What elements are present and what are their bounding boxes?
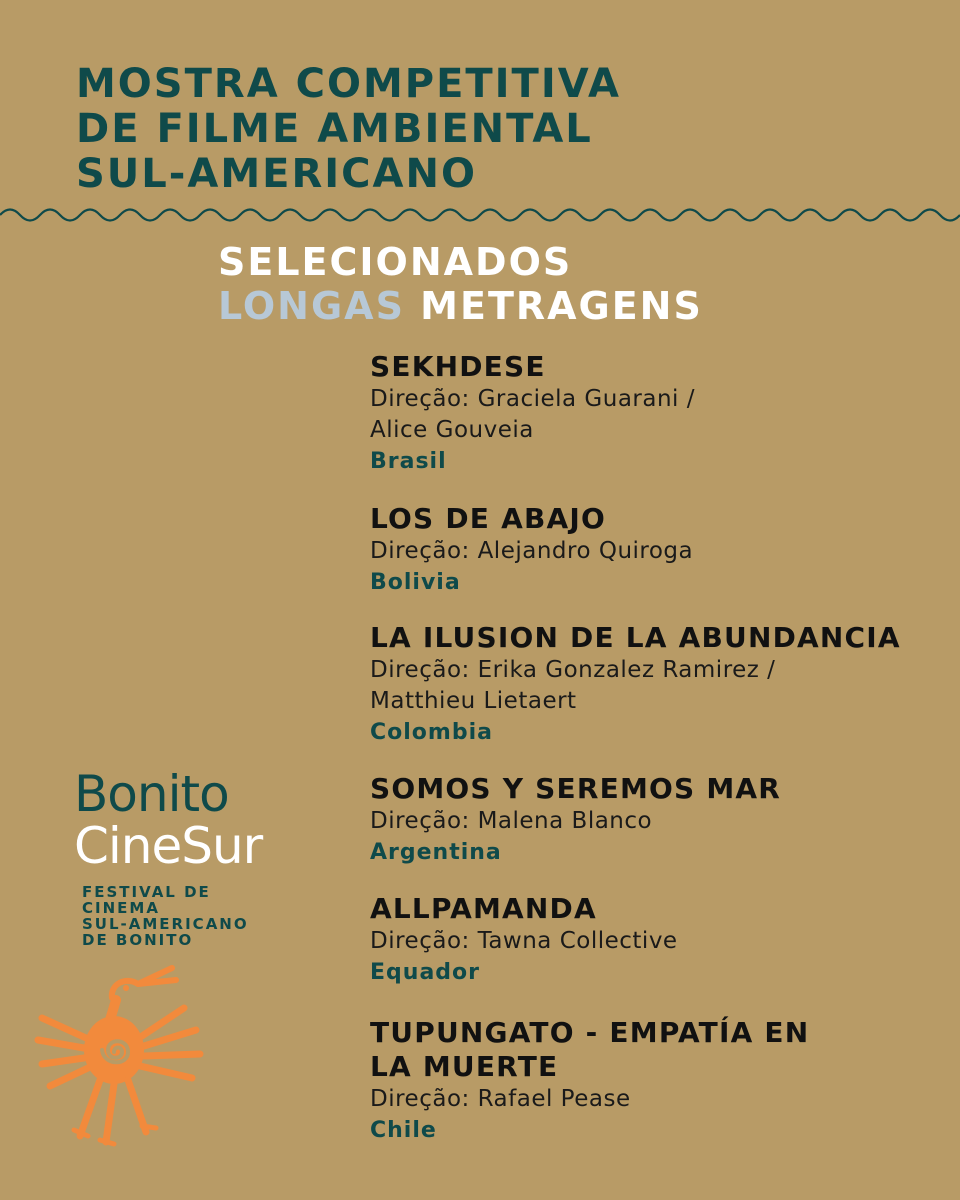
film-direction: Direção: Graciela Guarani / bbox=[370, 386, 695, 412]
film-direction: Direção: Tawna Collective bbox=[370, 928, 678, 954]
film-title: ALLPAMANDA bbox=[370, 892, 597, 925]
film-country: Bolivia bbox=[370, 570, 461, 595]
event-title bbox=[76, 62, 621, 197]
logo-subtitle bbox=[82, 884, 262, 948]
film-country: Colombia bbox=[370, 720, 493, 745]
film-entry bbox=[370, 772, 950, 869]
film-title: LA MUERTE bbox=[370, 1050, 559, 1083]
film-direction: Alice Gouveia bbox=[370, 417, 534, 443]
selection-heading-rest: METRAGENS bbox=[404, 284, 703, 328]
logo-subtitle-line: SUL-AMERICANO bbox=[82, 915, 249, 933]
film-title: SOMOS Y SEREMOS MAR bbox=[370, 772, 782, 805]
film-direction: Direção: Rafael Pease bbox=[370, 1086, 631, 1112]
film-country: Brasil bbox=[370, 449, 447, 474]
film-country: Argentina bbox=[370, 840, 502, 865]
film-direction: Matthieu Lietaert bbox=[370, 688, 577, 714]
selection-heading bbox=[218, 240, 703, 328]
selection-heading-line2 bbox=[218, 284, 703, 328]
film-entry bbox=[370, 1016, 950, 1147]
film-country: Equador bbox=[370, 960, 480, 985]
film-direction: Direção: Malena Blanco bbox=[370, 808, 653, 834]
selection-heading-highlight: LONGAS bbox=[218, 284, 405, 328]
film-entry bbox=[370, 502, 950, 599]
film-country: Chile bbox=[370, 1118, 437, 1143]
wave-divider bbox=[0, 200, 960, 230]
event-title-line: MOSTRA COMPETITIVA bbox=[76, 61, 621, 107]
selection-heading-line1: SELECIONADOS bbox=[218, 240, 573, 284]
event-title-line: SUL-AMERICANO bbox=[76, 151, 477, 197]
film-direction: Direção: Erika Gonzalez Ramirez / bbox=[370, 657, 776, 683]
event-title-line: DE FILME AMBIENTAL bbox=[76, 106, 593, 152]
film-entry bbox=[370, 621, 950, 749]
logo-subtitle-line: DE BONITO bbox=[82, 931, 194, 949]
logo-bonito: Bonito bbox=[74, 765, 229, 823]
logo-subtitle-line: FESTIVAL DE bbox=[82, 883, 211, 901]
bird-spiral-icon bbox=[34, 960, 214, 1150]
film-entry bbox=[370, 892, 950, 989]
logo-cinesur: CineSur bbox=[74, 817, 263, 875]
logo-subtitle-line: CINEMA bbox=[82, 899, 160, 917]
film-title: TUPUNGATO - EMPATÍA EN bbox=[370, 1016, 810, 1049]
film-direction: Direção: Alejandro Quiroga bbox=[370, 538, 694, 564]
film-title: LOS DE ABAJO bbox=[370, 502, 606, 535]
festival-logo bbox=[74, 765, 263, 949]
film-title: LA ILUSION DE LA ABUNDANCIA bbox=[370, 621, 901, 654]
film-title: SEKHDESE bbox=[370, 350, 546, 383]
film-entry bbox=[370, 350, 950, 478]
